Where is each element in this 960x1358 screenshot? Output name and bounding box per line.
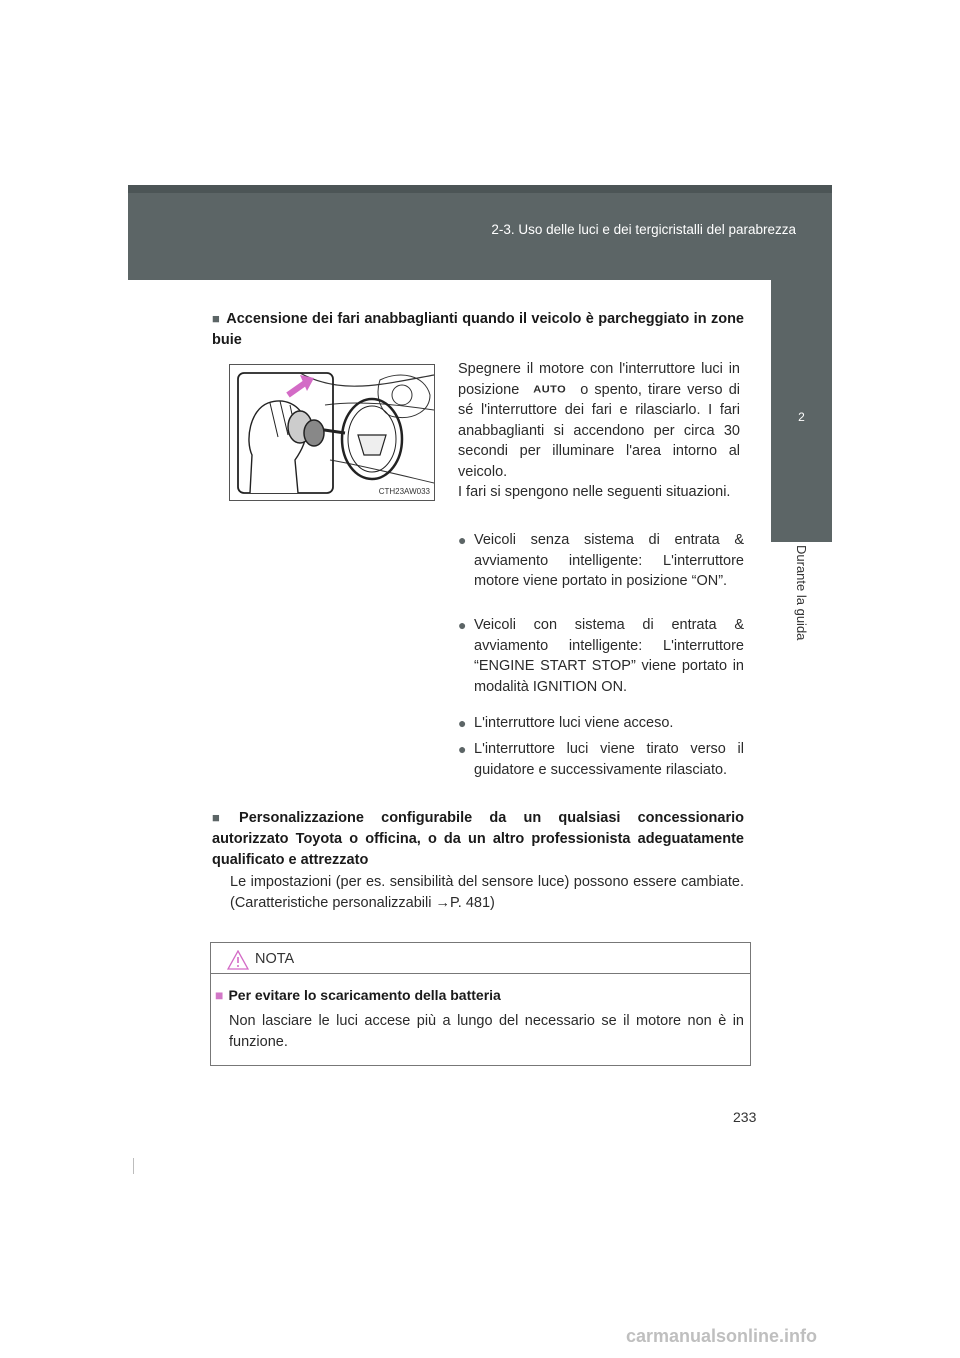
note-title: NOTA [255, 951, 295, 967]
figure-code: CTH23AW033 [378, 487, 430, 496]
note-subheading-text: Per evitare lo scaricamento della batteria [228, 987, 501, 1003]
page-header [128, 185, 832, 280]
bullet-dot-icon: ● [458, 532, 467, 548]
para1-before: Spegnere il motore con l'interruttore luci in posizione [458, 361, 740, 398]
list-item-text: Veicoli senza sistema di entrata & avviamento intelligente: L'interruttore motore viene portato in posizione “ON”. [474, 532, 744, 589]
section-title: 2-3. Uso delle luci e dei tergicristalli del parabrezza [491, 222, 796, 237]
note-body: Non lasciare le luci accese più a lungo del necessario se il motore non è in funzione. [229, 1013, 744, 1050]
section2-body: Le impostazioni (per es. sensibilità del sensore luce) possono essere cambiate. (Caratteristiche personalizzabili →P. 481) [230, 874, 744, 911]
bullet-dot-icon: ● [458, 741, 467, 757]
watermark: carmanualsonline.info [626, 1326, 818, 1346]
page-number: 233 [733, 1109, 757, 1125]
bullet-dot-icon: ● [458, 715, 467, 731]
chapter-label: Durante la guida [794, 545, 809, 641]
section1-paragraph-2: I fari si spengono nelle seguenti situazioni. [458, 484, 731, 500]
section1-heading-text: Accensione dei fari anabbaglianti quando il veicolo è parcheggiato in zone buie [212, 311, 744, 348]
section2-heading-text: Personalizzazione configurabile da un qualsiasi concessionario autorizzato Toyota o officina, o da un altro professionista adeguatamente qualificato e attrezzato [212, 810, 744, 868]
list-item [458, 530, 744, 610]
para1-after: o spento, tirare verso di sé l'interruttore dei fari e rilasciarlo. I fari anabbaglianti si accendono per circa 30 secondi per illuminare l'area intorno al veicolo. [458, 381, 740, 480]
headlight-switch-illustration [229, 364, 435, 501]
list-item-text: Veicoli con sistema di entrata & avviamento intelligente: L'interruttore “ENGINE START STOP” viene portato in modalità IGNITION ON. [474, 617, 744, 695]
auto-position-icon: AUTO [533, 384, 567, 395]
list-item-text: L'interruttore luci viene acceso. [474, 715, 674, 731]
bullet-dot-icon: ● [458, 617, 467, 633]
note-header [211, 943, 750, 974]
steering-column-illustration [230, 365, 434, 500]
header-top-strip [128, 185, 832, 193]
list-item [458, 739, 744, 803]
note-subheading [215, 987, 501, 1003]
note-box [210, 942, 751, 1066]
square-bullet-icon: ■ [212, 311, 221, 326]
section2-heading [212, 807, 744, 871]
chapter-number: 2 [798, 410, 805, 424]
warning-icon [227, 950, 249, 970]
section1-paragraph-1 [458, 359, 740, 482]
list-item [458, 615, 744, 710]
list-item-text: L'interruttore luci viene tirato verso il guidatore e successivamente rilasciato. [474, 741, 744, 778]
section1-heading [212, 308, 744, 351]
margin-tick [133, 1158, 134, 1174]
square-bullet-icon: ■ [215, 987, 224, 1003]
list-item [458, 713, 744, 735]
chapter-tab [771, 280, 832, 542]
square-bullet-icon: ■ [212, 810, 234, 825]
